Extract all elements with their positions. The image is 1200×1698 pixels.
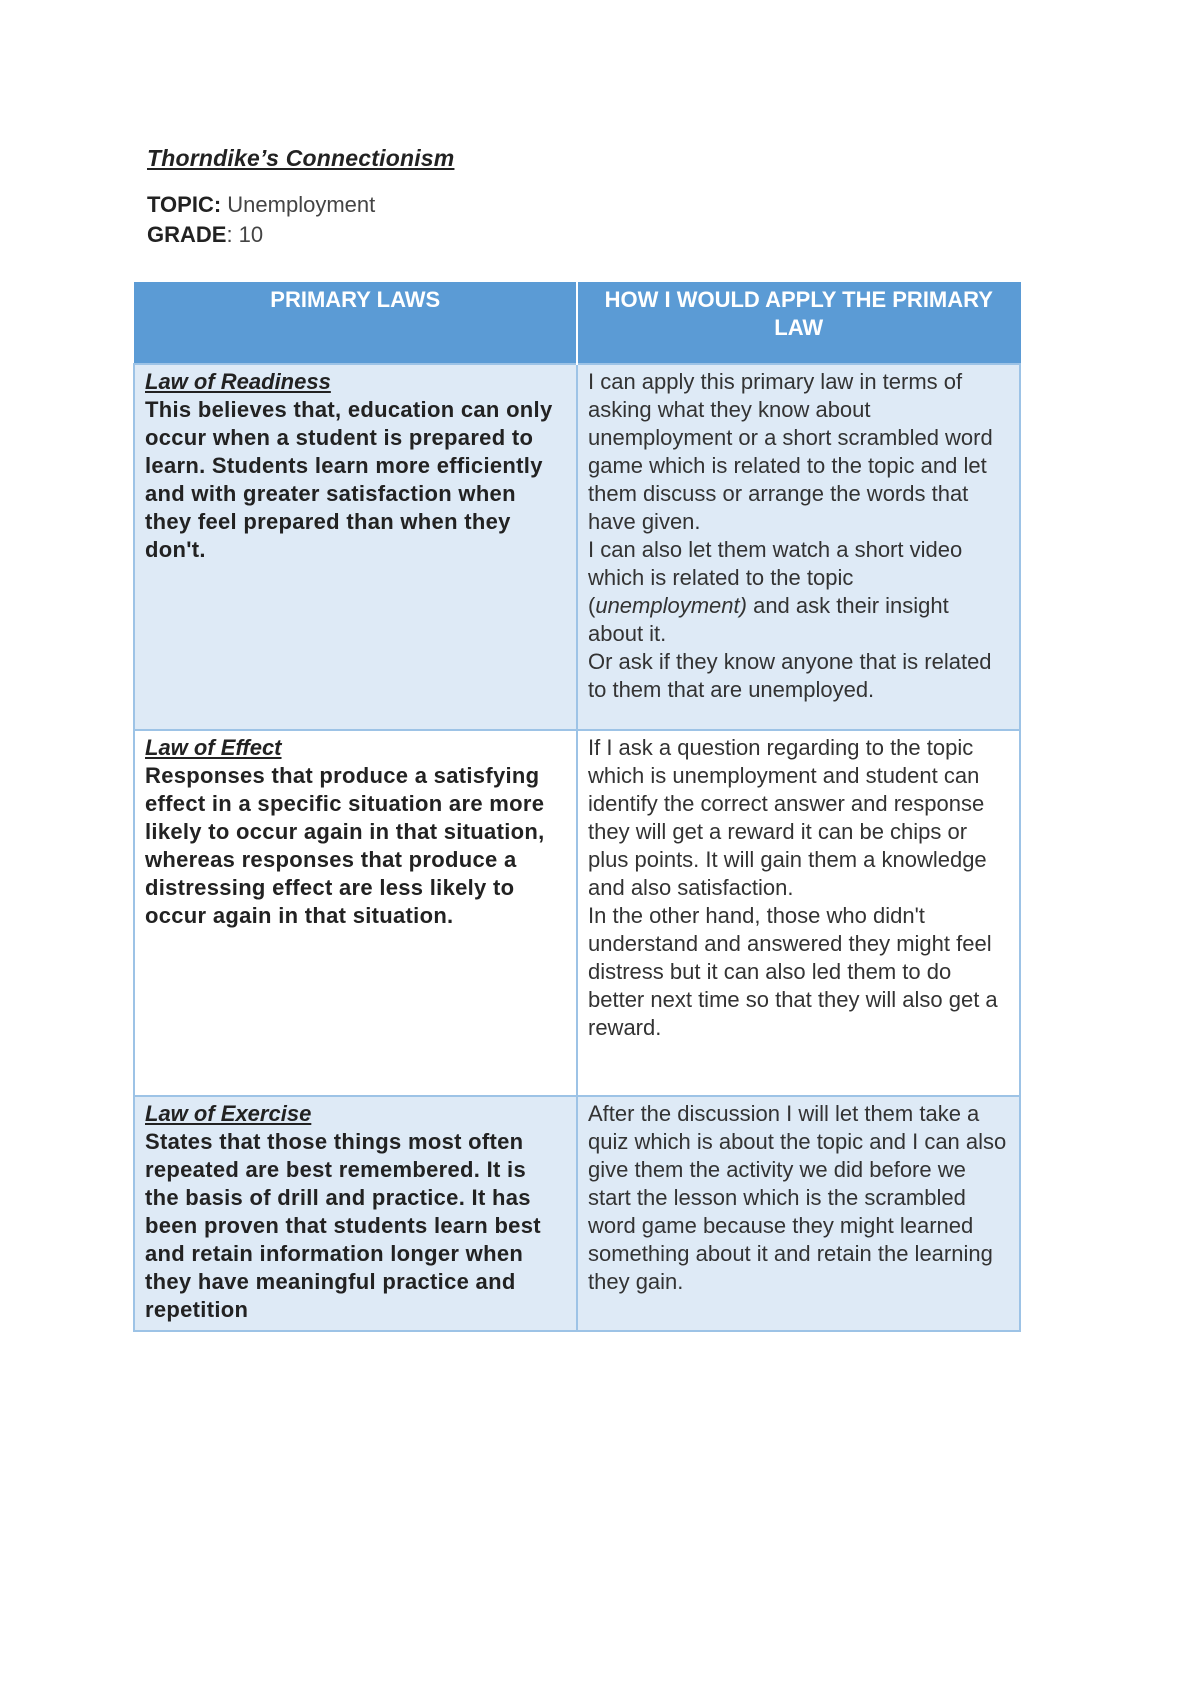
law-name: Law of Effect [145, 735, 282, 760]
apply-text: and ask their insight about it. [588, 593, 949, 646]
law-cell [134, 1096, 577, 1331]
header-how-to-apply: HOW I WOULD APPLY THE PRIMARY LAW [577, 283, 1020, 365]
topic-label: TOPIC: [147, 192, 222, 217]
law-name: Law of Readiness [145, 369, 331, 394]
law-description: Responses that produce a satisfying effect in a specific situation are more likely to occur again in that situation, whereas responses that produce a distressing effect are less likely to occur again in that situation. [145, 763, 545, 928]
apply-paragraph: After the discussion I will let them take a quiz which is about the topic and I can also give them the activity we did before we start the lesson which is the scrambled word game because they might learned something about it and retain the learning they gain. [588, 1101, 1007, 1294]
apply-text-italic: unemployment) [595, 593, 747, 618]
table-row [134, 1096, 1020, 1331]
law-cell [134, 730, 577, 1096]
topic-line [147, 192, 375, 218]
apply-paragraph: I can apply this primary law in terms of asking what they know about unemployment or a short scrambled word game which is related to the topic and let them discuss or arrange the words that have given. [588, 369, 993, 534]
table-row [134, 364, 1020, 730]
law-description: This believes that, education can only occur when a student is prepared to learn. Students learn more efficiently and with greater satisfaction when they feel prepared than when they don't. [145, 397, 553, 562]
apply-paragraph: If I ask a question regarding to the topic which is unemployment and student can identify the correct answer and response they will get a reward it can be chips or plus points. It will gain them a knowledge and also satisfaction. [588, 735, 987, 900]
apply-paragraph: Or ask if they know anyone that is related to them that are unemployed. [588, 649, 992, 702]
grade-line [147, 222, 263, 248]
topic-value: Unemployment [227, 192, 376, 217]
table-header-row [134, 283, 1020, 365]
grade-label: GRADE [147, 222, 227, 247]
apply-cell [577, 730, 1020, 1096]
law-name: Law of Exercise [145, 1101, 312, 1126]
law-cell [134, 364, 577, 730]
apply-cell [577, 1096, 1020, 1331]
header-primary-laws: PRIMARY LAWS [134, 283, 577, 365]
law-description: States that those things most often repeated are best remembered. It is the basis of drill and practice. It has been proven that students learn best and retain information longer when they have meaningful practice and repetition [145, 1129, 541, 1322]
grade-value: : 10 [226, 222, 264, 247]
apply-paragraph: In the other hand, those who didn't understand and answered they might feel distress but it can also led them to do better next time so that they will also get a reward. [588, 903, 998, 1040]
apply-text: I can also let them watch a short video which is related to the topic ( [588, 537, 963, 618]
apply-paragraph [588, 536, 1009, 648]
document-title: Thorndike’s Connectionism [147, 145, 455, 171]
table-row [134, 730, 1020, 1096]
apply-cell [577, 364, 1020, 730]
primary-laws-table [133, 282, 1021, 1332]
